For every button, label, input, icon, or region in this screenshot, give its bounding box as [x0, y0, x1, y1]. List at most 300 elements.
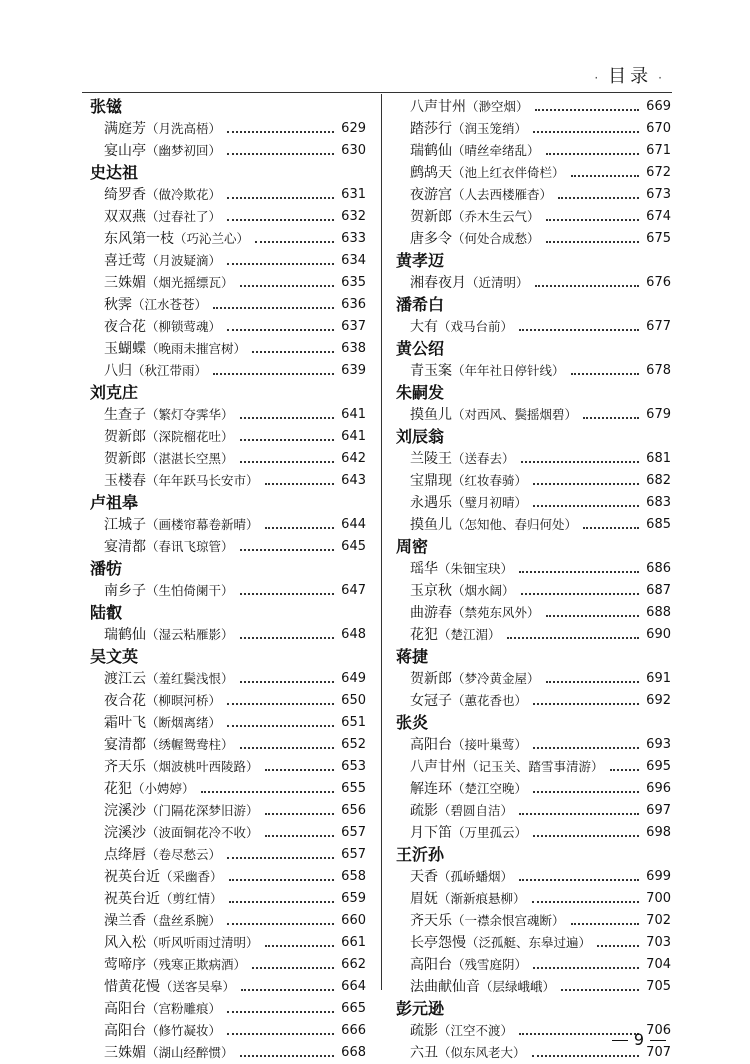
entry-first-line: （做冷欺花） — [146, 187, 222, 202]
dot-leader — [240, 451, 334, 463]
toc-entry — [396, 602, 671, 624]
entry-page: 629 — [341, 121, 366, 136]
entry-title: 瑞鹤仙 — [410, 143, 452, 159]
entry-first-line: （晴丝牵绪乱） — [452, 143, 540, 158]
toc-entry — [396, 360, 671, 382]
author-heading: 黄孝迈 — [396, 251, 445, 270]
entry-first-line: （碧圆自洁） — [438, 803, 514, 818]
entry-page: 681 — [646, 451, 671, 466]
entry-page: 697 — [646, 803, 671, 818]
header-dot-left: · — [594, 71, 603, 85]
entry-title: 秋霁 — [104, 297, 132, 313]
entry-page: 673 — [646, 187, 671, 202]
entry-title: 鹧鸪天 — [410, 165, 452, 181]
toc-entry — [396, 624, 671, 646]
dot-leader — [571, 363, 639, 375]
entry-page: 686 — [646, 561, 671, 576]
entry-title: 夜合花 — [104, 319, 146, 335]
dot-leader — [227, 847, 334, 859]
dot-leader — [519, 869, 639, 881]
entry-first-line: （残寒正欺病酒） — [146, 957, 247, 972]
entry-title: 祝英台近 — [104, 891, 160, 907]
toc-entry — [90, 1042, 366, 1064]
toc-entry — [396, 668, 671, 690]
entry-page: 707 — [646, 1045, 671, 1060]
entry-first-line: （湿云粘雁影） — [146, 627, 234, 642]
entry-title: 玉蝴蝶 — [104, 341, 146, 357]
toc-entry — [90, 1020, 366, 1042]
entry-page: 641 — [341, 407, 366, 422]
entry-page: 648 — [341, 627, 366, 642]
entry-first-line: （渺空烟） — [466, 99, 529, 114]
entry-title: 花犯 — [104, 781, 132, 797]
entry-page: 658 — [341, 869, 366, 884]
toc-entry — [90, 888, 366, 910]
entry-title: 八声甘州 — [410, 99, 466, 115]
entry-first-line: （盘丝系腕） — [146, 913, 222, 928]
toc-entry — [90, 250, 366, 272]
toc-entry — [90, 976, 366, 998]
entry-first-line: （一襟余恨宫魂断） — [452, 913, 565, 928]
entry-first-line: （剪红情） — [160, 891, 223, 906]
entry-title: 八声甘州 — [410, 759, 466, 775]
running-header — [588, 62, 672, 88]
entry-title: 眉妩 — [410, 891, 438, 907]
entry-page: 659 — [341, 891, 366, 906]
author-heading: 刘辰翁 — [396, 427, 445, 446]
header-dot-right: · — [658, 71, 666, 85]
author-heading: 史达祖 — [90, 163, 139, 182]
toc-entry — [90, 756, 366, 778]
entry-first-line: （过春社了） — [146, 209, 222, 224]
toc-entry — [396, 910, 671, 932]
dot-leader — [533, 693, 639, 705]
entry-page: 633 — [341, 231, 366, 246]
dot-leader — [533, 781, 639, 793]
entry-page: 675 — [646, 231, 671, 246]
dot-leader — [535, 99, 639, 111]
author-heading: 王沂孙 — [396, 845, 445, 864]
entry-title: 浣溪沙 — [104, 825, 146, 841]
toc-entry — [90, 426, 366, 448]
entry-page: 677 — [646, 319, 671, 334]
dot-leader — [519, 803, 639, 815]
toc-entry — [90, 668, 366, 690]
entry-page: 696 — [646, 781, 671, 796]
entry-title: 兰陵王 — [410, 451, 452, 467]
toc-entry — [396, 976, 671, 998]
entry-page: 687 — [646, 583, 671, 598]
entry-first-line: （万里孤云） — [452, 825, 528, 840]
toc-entry — [90, 998, 366, 1020]
entry-first-line: （江空不渡） — [438, 1023, 514, 1038]
toc-entry — [396, 118, 671, 140]
toc-entry — [90, 338, 366, 360]
toc-entry — [90, 932, 366, 954]
entry-first-line: （池上红衣伴倚栏） — [452, 165, 565, 180]
entry-page: 632 — [341, 209, 366, 224]
dot-leader — [533, 957, 639, 969]
toc-entry — [90, 910, 366, 932]
entry-page: 706 — [646, 1023, 671, 1038]
toc-entry — [396, 932, 671, 954]
entry-page: 678 — [646, 363, 671, 378]
toc-entry — [396, 778, 671, 800]
entry-page: 679 — [646, 407, 671, 422]
entry-page: 695 — [646, 759, 671, 774]
entry-title: 高阳台 — [104, 1023, 146, 1039]
toc-entry — [396, 734, 671, 756]
entry-first-line: （采幽香） — [160, 869, 223, 884]
entry-title: 八归 — [104, 363, 132, 379]
header-title: 目录 — [608, 66, 653, 87]
entry-page: 691 — [646, 671, 671, 686]
dot-leader — [227, 209, 334, 221]
entry-page: 665 — [341, 1001, 366, 1016]
author-heading: 周密 — [396, 537, 429, 556]
dot-leader — [532, 891, 639, 903]
dot-leader — [265, 759, 334, 771]
entry-first-line: （渐新痕悬柳） — [438, 891, 526, 906]
entry-page: 661 — [341, 935, 366, 950]
dot-leader — [571, 913, 639, 925]
dot-leader — [561, 979, 639, 991]
dot-leader — [521, 583, 639, 595]
page-number-value: 9 — [633, 1030, 644, 1049]
entry-title: 生查子 — [104, 407, 146, 423]
toc-entry — [396, 162, 671, 184]
entry-page: 660 — [341, 913, 366, 928]
entry-first-line: （巧沁兰心） — [174, 231, 250, 246]
dot-leader — [227, 143, 334, 155]
toc-entry — [90, 184, 366, 206]
entry-first-line: （晚雨未摧宫树） — [146, 341, 247, 356]
dot-leader — [227, 913, 334, 925]
toc-entry — [90, 470, 366, 492]
entry-page: 668 — [341, 1045, 366, 1060]
dot-leader — [213, 363, 334, 375]
toc-entry — [90, 404, 366, 426]
entry-title: 澡兰香 — [104, 913, 146, 929]
entry-first-line: （门隔花深梦旧游） — [146, 803, 259, 818]
toc-entry — [90, 536, 366, 558]
dot-leader — [546, 209, 639, 221]
entry-first-line: （修竹凝妆） — [146, 1023, 222, 1038]
entry-title: 大有 — [410, 319, 438, 335]
entry-title: 渡江云 — [104, 671, 146, 687]
dot-leader — [241, 979, 334, 991]
entry-title: 贺新郎 — [410, 671, 452, 687]
entry-first-line: （画楼帘幕卷新晴） — [146, 517, 259, 532]
entry-first-line: （禁苑东风外） — [452, 605, 540, 620]
toc-entry — [90, 800, 366, 822]
dot-leader — [227, 121, 334, 133]
entry-first-line: （乔木生云气） — [452, 209, 540, 224]
page-number-dash-right — [650, 1040, 666, 1041]
entry-first-line: （湛湛长空黑） — [146, 451, 234, 466]
entry-first-line: （对西风、鬓摇烟碧） — [452, 407, 578, 422]
dot-leader — [240, 1045, 334, 1057]
entry-title: 齐天乐 — [410, 913, 452, 929]
entry-title: 女冠子 — [410, 693, 452, 709]
dot-leader — [240, 429, 334, 441]
toc-right-column — [396, 96, 671, 1064]
dot-leader — [519, 561, 639, 573]
author-heading: 朱嗣发 — [396, 383, 445, 402]
dot-leader — [240, 275, 334, 287]
page-number — [606, 1030, 672, 1049]
entry-first-line: （怎知他、春归何处） — [452, 517, 578, 532]
author-heading: 潘希白 — [396, 295, 445, 314]
dot-leader — [240, 539, 334, 551]
entry-title: 贺新郎 — [104, 429, 146, 445]
entry-title: 风入松 — [104, 935, 146, 951]
dot-leader — [227, 319, 334, 331]
entry-first-line: （繁灯夺霁华） — [146, 407, 234, 422]
dot-leader — [533, 495, 639, 507]
toc-entry — [396, 954, 671, 976]
entry-title: 宴清都 — [104, 539, 146, 555]
toc-entry — [396, 404, 671, 426]
entry-first-line: （接叶巢莺） — [452, 737, 528, 752]
entry-title: 曲游春 — [410, 605, 452, 621]
dot-leader — [533, 825, 639, 837]
dot-leader — [227, 1001, 334, 1013]
author-heading: 吴文英 — [90, 647, 139, 666]
entry-page: 652 — [341, 737, 366, 752]
entry-title: 宝鼎现 — [410, 473, 452, 489]
entry-title: 浣溪沙 — [104, 803, 146, 819]
entry-title: 永遇乐 — [410, 495, 452, 511]
entry-first-line: （江水苍苍） — [132, 297, 208, 312]
entry-first-line: （近清明） — [466, 275, 529, 290]
toc-entry — [396, 448, 671, 470]
entry-title: 喜迁莺 — [104, 253, 146, 269]
entry-page: 669 — [646, 99, 671, 114]
entry-title: 疏影 — [410, 803, 438, 819]
dot-leader — [546, 231, 639, 243]
entry-page: 698 — [646, 825, 671, 840]
dot-leader — [519, 319, 639, 331]
entry-title: 湘春夜月 — [410, 275, 466, 291]
toc-entry — [90, 778, 366, 800]
dot-leader — [597, 935, 639, 947]
entry-first-line: （朱钿宝玦） — [438, 561, 514, 576]
entry-page: 649 — [341, 671, 366, 686]
entry-page: 656 — [341, 803, 366, 818]
toc-entry — [396, 866, 671, 888]
entry-page: 635 — [341, 275, 366, 290]
entry-title: 花犯 — [410, 627, 438, 643]
entry-title: 摸鱼儿 — [410, 517, 452, 533]
toc-entry — [396, 558, 671, 580]
entry-page: 700 — [646, 891, 671, 906]
dot-leader — [546, 671, 639, 683]
toc-entry — [90, 866, 366, 888]
entry-page: 631 — [341, 187, 366, 202]
entry-title: 摸鱼儿 — [410, 407, 452, 423]
entry-first-line: （烟波桃叶西陵路） — [146, 759, 259, 774]
dot-leader — [507, 627, 639, 639]
entry-title: 南乡子 — [104, 583, 146, 599]
dot-leader — [255, 231, 334, 243]
dot-leader — [252, 957, 334, 969]
entry-page: 637 — [341, 319, 366, 334]
entry-first-line: （听风听雨过清明） — [146, 935, 259, 950]
dot-leader — [229, 869, 334, 881]
entry-first-line: （春讯飞琼管） — [146, 539, 234, 554]
entry-first-line: （深院榴花吐） — [146, 429, 234, 444]
entry-page: 702 — [646, 913, 671, 928]
entry-page: 642 — [341, 451, 366, 466]
toc-entry — [90, 118, 366, 140]
toc-entry — [90, 624, 366, 646]
entry-first-line: （生怕倚阑干） — [146, 583, 234, 598]
entry-page: 683 — [646, 495, 671, 510]
toc-entry — [90, 734, 366, 756]
entry-title: 玉京秋 — [410, 583, 452, 599]
entry-page: 634 — [341, 253, 366, 268]
entry-title: 高阳台 — [410, 737, 452, 753]
dot-leader — [227, 253, 334, 265]
toc-entry — [90, 822, 366, 844]
entry-first-line: （柳暝河桥） — [146, 693, 222, 708]
toc-entry — [90, 140, 366, 162]
entry-first-line: （烟水阔） — [452, 583, 515, 598]
dot-leader — [265, 473, 334, 485]
toc-entry — [396, 888, 671, 910]
entry-first-line: （人去西楼雁杳） — [452, 187, 553, 202]
entry-page: 644 — [341, 517, 366, 532]
dot-leader — [546, 605, 639, 617]
entry-first-line: （绣幄鸳鸯柱） — [146, 737, 234, 752]
entry-first-line: （年年跃马长安市） — [146, 473, 259, 488]
dot-leader — [535, 275, 639, 287]
author-heading: 蒋捷 — [396, 647, 429, 666]
entry-page: 657 — [341, 825, 366, 840]
dot-leader — [558, 187, 639, 199]
entry-title: 齐天乐 — [104, 759, 146, 775]
entry-title: 三姝媚 — [104, 275, 146, 291]
entry-page: 704 — [646, 957, 671, 972]
dot-leader — [265, 517, 334, 529]
entry-page: 674 — [646, 209, 671, 224]
entry-first-line: （柳锁莺魂） — [146, 319, 222, 334]
entry-first-line: （蕙花香也） — [452, 693, 528, 708]
entry-title: 六丑 — [410, 1045, 438, 1061]
entry-title: 月下笛 — [410, 825, 452, 841]
dot-leader — [213, 297, 334, 309]
entry-page: 636 — [341, 297, 366, 312]
author-heading: 彭元逊 — [396, 999, 445, 1018]
entry-page: 638 — [341, 341, 366, 356]
entry-first-line: （楚江湄） — [438, 627, 501, 642]
entry-page: 690 — [646, 627, 671, 642]
toc-entry — [396, 140, 671, 162]
dot-leader — [240, 627, 334, 639]
dot-leader — [546, 143, 639, 155]
entry-title: 唐多令 — [410, 231, 452, 247]
entry-title: 祝英台近 — [104, 869, 160, 885]
entry-first-line: （月波疑滴） — [146, 253, 222, 268]
toc-entry — [90, 206, 366, 228]
toc-entry — [90, 272, 366, 294]
entry-title: 霜叶飞 — [104, 715, 146, 731]
entry-first-line: （小娉婷） — [132, 781, 195, 796]
author-heading: 潘牥 — [90, 559, 123, 578]
entry-first-line: （红妆春骑） — [452, 473, 528, 488]
toc-entry — [90, 294, 366, 316]
dot-leader — [240, 671, 334, 683]
entry-first-line: （送客吴皋） — [160, 979, 236, 994]
entry-page: 703 — [646, 935, 671, 950]
entry-first-line: （波面铜花冷不收） — [146, 825, 259, 840]
entry-first-line: （湖山经醉惯） — [146, 1045, 234, 1060]
entry-title: 长亭怨慢 — [410, 935, 466, 951]
entry-first-line: （何处合成愁） — [452, 231, 540, 246]
entry-title: 瑶华 — [410, 561, 438, 577]
toc-entry — [90, 844, 366, 866]
toc-entry — [90, 514, 366, 536]
entry-title: 贺新郎 — [410, 209, 452, 225]
entry-first-line: （泛孤艇、东皋过遍） — [466, 935, 592, 950]
header-rule — [82, 92, 672, 93]
entry-page: 651 — [341, 715, 366, 730]
toc-entry — [90, 580, 366, 602]
entry-page: 666 — [341, 1023, 366, 1038]
dot-leader — [252, 341, 334, 353]
entry-title: 法曲献仙音 — [410, 979, 480, 995]
toc-entry — [90, 360, 366, 382]
entry-page: 682 — [646, 473, 671, 488]
entry-first-line: （梦冷黄金屋） — [452, 671, 540, 686]
dot-leader — [533, 121, 639, 133]
dot-leader — [265, 803, 334, 815]
entry-first-line: （戏马台前） — [438, 319, 514, 334]
dot-leader — [533, 737, 639, 749]
entry-page: 685 — [646, 517, 671, 532]
toc-entry — [396, 96, 671, 118]
entry-title: 宴山亭 — [104, 143, 146, 159]
toc-entry — [396, 470, 671, 492]
entry-title: 玉楼春 — [104, 473, 146, 489]
entry-page: 655 — [341, 781, 366, 796]
entry-title: 点绛唇 — [104, 847, 146, 863]
dot-leader — [227, 1023, 334, 1035]
entry-title: 夜游宫 — [410, 187, 452, 203]
entry-title: 天香 — [410, 869, 438, 885]
entry-first-line: （记玉关、踏雪事清游） — [466, 759, 604, 774]
author-heading: 张镃 — [90, 97, 123, 116]
dot-leader — [583, 517, 639, 529]
toc-entry — [396, 206, 671, 228]
entry-page: 639 — [341, 363, 366, 378]
entry-first-line: （卷尽愁云） — [146, 847, 222, 862]
toc-entry — [90, 448, 366, 470]
toc-entry — [396, 272, 671, 294]
entry-first-line: （月洗高梧） — [146, 121, 222, 136]
entry-page: 664 — [341, 979, 366, 994]
toc-entry — [396, 514, 671, 536]
dot-leader — [227, 715, 334, 727]
entry-first-line: （羞红鬓浅恨） — [146, 671, 234, 686]
dot-leader — [533, 473, 639, 485]
entry-title: 夜合花 — [104, 693, 146, 709]
entry-title: 瑞鹤仙 — [104, 627, 146, 643]
entry-page: 693 — [646, 737, 671, 752]
entry-page: 692 — [646, 693, 671, 708]
entry-page: 630 — [341, 143, 366, 158]
